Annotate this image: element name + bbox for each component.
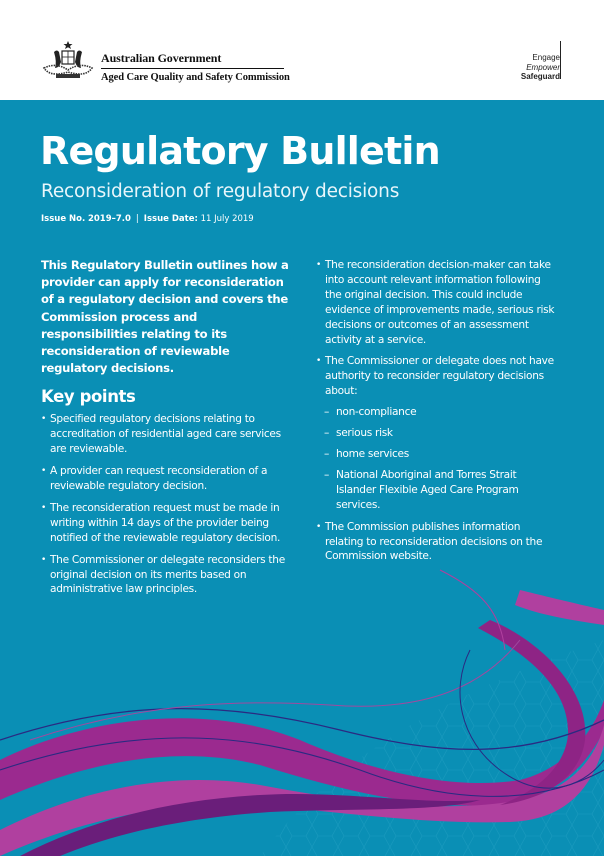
page-header	[0, 0, 604, 100]
issue-separator: |	[135, 214, 139, 224]
key-point: • The Commissioner or delegate reconsiders the original decision on its merits based on administrative law principles.	[41, 553, 291, 598]
issue-date-value: 11 July 2019	[200, 214, 254, 224]
page-subtitle: Reconsideration of regulatory decisions	[41, 181, 400, 202]
right-column	[316, 258, 556, 571]
key-point: • A provider can request reconsideration of a reviewable regulatory decision.	[41, 464, 291, 494]
exclusion-item: – National Aboriginal and Torres Strait Islander Flexible Aged Care Program services.	[325, 468, 556, 513]
issue-number-label: Issue No.	[41, 214, 86, 224]
key-points-list-left	[41, 412, 291, 597]
agency-name: Aged Care Quality and Safety Commission	[101, 72, 290, 83]
exclusion-item: – serious risk	[325, 426, 556, 441]
government-branding	[101, 51, 290, 84]
key-points-heading: Key points	[41, 387, 136, 407]
key-point: • The reconsideration decision-maker can take into account relevant information following the original decision. This could include evidence of improvements made, serious risk decisions or outcomes of an assessment activity at a service.	[316, 258, 556, 347]
tagline-empower: Empower	[526, 62, 560, 72]
tagline-divider	[560, 41, 561, 79]
exclusions-list	[325, 405, 556, 512]
key-point-with-sublist	[316, 354, 556, 512]
branding-divider	[101, 68, 284, 69]
tagline-safeguard: Safeguard	[520, 72, 560, 81]
key-point: • The reconsideration request must be made in writing within 14 days of the provider being notified of the reviewable regulatory decision.	[41, 501, 291, 546]
government-name: Australian Government	[101, 51, 222, 65]
intro-paragraph: This Regulatory Bulletin outlines how a provider can apply for reconsideration of a regulatory decision and covers the Commission process and responsibilities relating to its reconsideration of reviewable regulatory decisions.	[41, 258, 289, 376]
issue-info	[41, 213, 254, 225]
key-points-list-right	[316, 258, 556, 564]
issue-number-value: 2019–7.0	[87, 214, 131, 224]
page-title: Regulatory Bulletin	[40, 129, 440, 173]
tagline-engage: Engage	[532, 53, 560, 62]
exclusion-item: – non-compliance	[325, 405, 556, 420]
key-point: • Specified regulatory decisions relating to accreditation of residential aged care services are reviewable.	[41, 412, 291, 457]
coat-of-arms-icon	[40, 40, 96, 82]
key-point: • The Commission publishes information relating to reconsideration decisions on the Commission website.	[316, 520, 556, 565]
key-point-text: The Commissioner or delegate does not have authority to reconsider regulatory decisions about:	[325, 355, 554, 398]
tagline	[521, 53, 560, 82]
exclusion-item: – home services	[325, 447, 556, 462]
left-column	[41, 257, 291, 604]
issue-date-label: Issue Date:	[143, 214, 198, 224]
